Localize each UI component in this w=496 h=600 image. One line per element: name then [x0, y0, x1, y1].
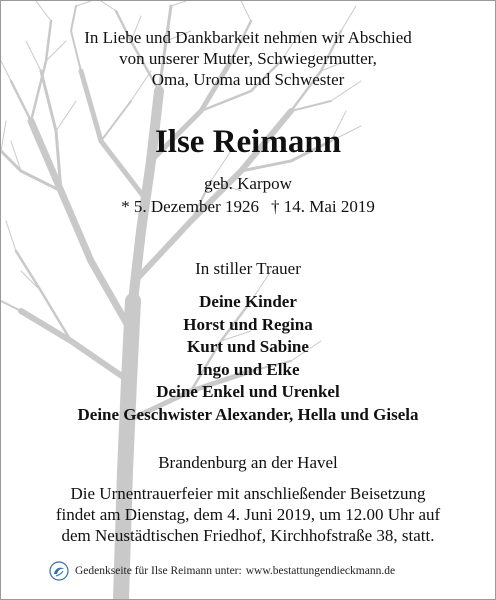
mourner-line: Deine Geschwister Alexander, Hella und Gisela	[77, 404, 419, 424]
mourner-line: Kurt und Sabine	[187, 337, 309, 356]
place-name: Brandenburg an der Havel	[158, 453, 338, 472]
mourner-line: Ingo und Elke	[196, 359, 300, 379]
mourner-line: Deine Kinder	[199, 292, 297, 311]
memorial-text: Gedenkseite für Ilse Reimann unter:	[75, 565, 242, 577]
intro-text	[1, 27, 495, 90]
life-dates	[1, 196, 495, 217]
ceremony-line: findet am Dienstag, dem 4. Juni 2019, um 12.00 Uhr auf	[55, 505, 441, 524]
intro-line: von unserer Mutter, Schwiegermutter,	[119, 49, 377, 68]
death-date: † 14. Mai 2019	[270, 197, 375, 216]
memorial-swirl-icon	[49, 561, 69, 581]
ceremony-line: dem Neustädtischen Friedhof, Kirchhofstraße 38, statt.	[61, 526, 435, 545]
maiden-name: geb. Karpow	[204, 174, 292, 193]
ceremony-info	[1, 483, 495, 546]
deceased-name: Ilse Reimann	[154, 124, 342, 160]
intro-line: In Liebe und Dankbarkeit nehmen wir Abschied	[84, 28, 412, 47]
memorial-link[interactable]: www.bestattungendieckmann.de	[245, 565, 396, 577]
mourner-line: Horst und Regina	[183, 314, 313, 334]
birth-date: * 5. Dezember 1926	[121, 197, 259, 216]
mourning-phrase: In stiller Trauer	[195, 259, 301, 278]
memorial-footer	[49, 559, 395, 583]
mourners-list	[1, 291, 495, 426]
ceremony-line: Die Urnentrauerfeier mit anschließender Beisetzung	[70, 484, 426, 503]
intro-line: Oma, Uroma und Schwester	[151, 70, 345, 89]
mourner-line: Deine Enkel und Urenkel	[156, 382, 340, 401]
